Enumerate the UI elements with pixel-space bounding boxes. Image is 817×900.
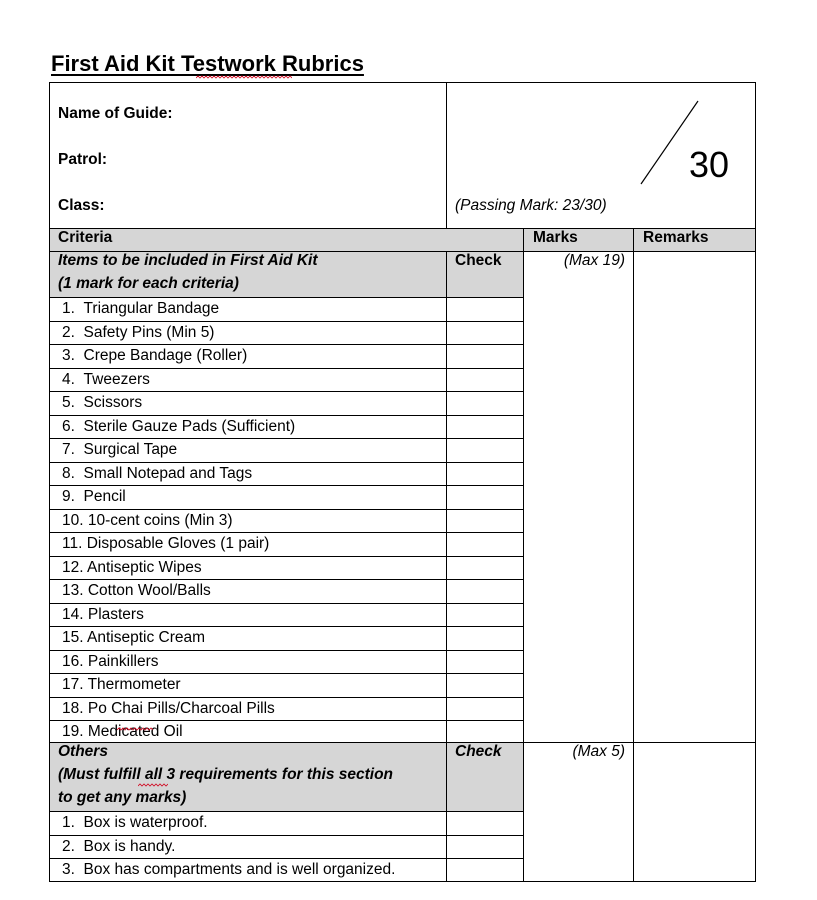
class-label: Class:: [58, 197, 105, 214]
spellcheck-underline: [138, 783, 168, 787]
check-cell[interactable]: [447, 859, 523, 882]
check-cell[interactable]: [447, 836, 523, 859]
criteria-item: 3. Box has compartments and is well organized.: [62, 861, 396, 878]
table-row: [49, 835, 524, 859]
total-score: 30: [689, 144, 730, 185]
criteria-item: 12. Antiseptic Wipes: [62, 558, 202, 576]
section2-heading-title: Others: [58, 743, 108, 760]
marks-column-header: Marks: [533, 229, 578, 246]
section2-check-header: Check: [455, 743, 502, 760]
section2-max-marks: (Max 5): [572, 743, 625, 760]
spellcheck-underline: [117, 727, 153, 731]
table-row: [49, 858, 524, 882]
criteria-item: 9. Pencil: [62, 488, 126, 505]
section1-max-marks: (Max 19): [563, 252, 625, 269]
criteria-item: 1. Box is waterproof.: [62, 814, 208, 831]
criteria-item: 16. Painkillers: [62, 652, 159, 670]
criteria-item: 2. Safety Pins (Min 5): [62, 323, 215, 341]
section2-rows: [49, 82, 756, 882]
patrol-label: Patrol:: [58, 151, 108, 168]
criteria-item: 19. Medicated Oil: [62, 723, 183, 740]
criteria-item: 5. Scissors: [62, 394, 143, 411]
criteria-column-header: Criteria: [58, 229, 113, 246]
table-row: [49, 811, 524, 835]
criteria-item: 17. Thermometer: [62, 676, 181, 693]
criteria-item: 1. Triangular Bandage: [62, 300, 220, 317]
criteria-item: 2. Box is handy.: [62, 837, 176, 855]
remarks-column-header: Remarks: [643, 229, 709, 246]
criteria-item: 13. Cotton Wool/Balls: [62, 582, 211, 599]
criteria-item: 6. Sterile Gauze Pads (Sufficient): [62, 417, 296, 435]
passing-mark: (Passing Mark: 23/30): [455, 197, 607, 214]
section2-heading-note: (Must fulfill all 3 requirements for this section: [58, 766, 394, 783]
section1-heading-title: Items to be included in First Aid Kit: [58, 252, 318, 269]
criteria-item: 7. Surgical Tape: [62, 441, 178, 458]
section1-check-header: Check: [455, 252, 502, 269]
criteria-item: 3. Crepe Bandage (Roller): [62, 347, 248, 364]
criteria-item: 11. Disposable Gloves (1 pair): [62, 535, 270, 552]
rubric-table: [49, 82, 756, 882]
criteria-item: 8. Small Notepad and Tags: [62, 464, 253, 482]
spellcheck-underline: [196, 75, 292, 79]
check-cell[interactable]: [447, 812, 523, 835]
criteria-item: 15. Antiseptic Cream: [62, 629, 206, 646]
name-of-guide-label: Name of Guide:: [58, 105, 173, 122]
section1-heading-note: (1 mark for each criteria): [58, 275, 239, 292]
page-title: First Aid Kit Testwork Rubrics: [51, 51, 364, 76]
section2-heading-note-cont: to get any marks): [58, 789, 187, 806]
criteria-item: 10. 10-cent coins (Min 3): [62, 511, 233, 529]
criteria-item: 14. Plasters: [62, 605, 144, 623]
criteria-item: 4. Tweezers: [62, 370, 150, 388]
criteria-item: 18. Po Chai Pills/Charcoal Pills: [62, 699, 275, 717]
